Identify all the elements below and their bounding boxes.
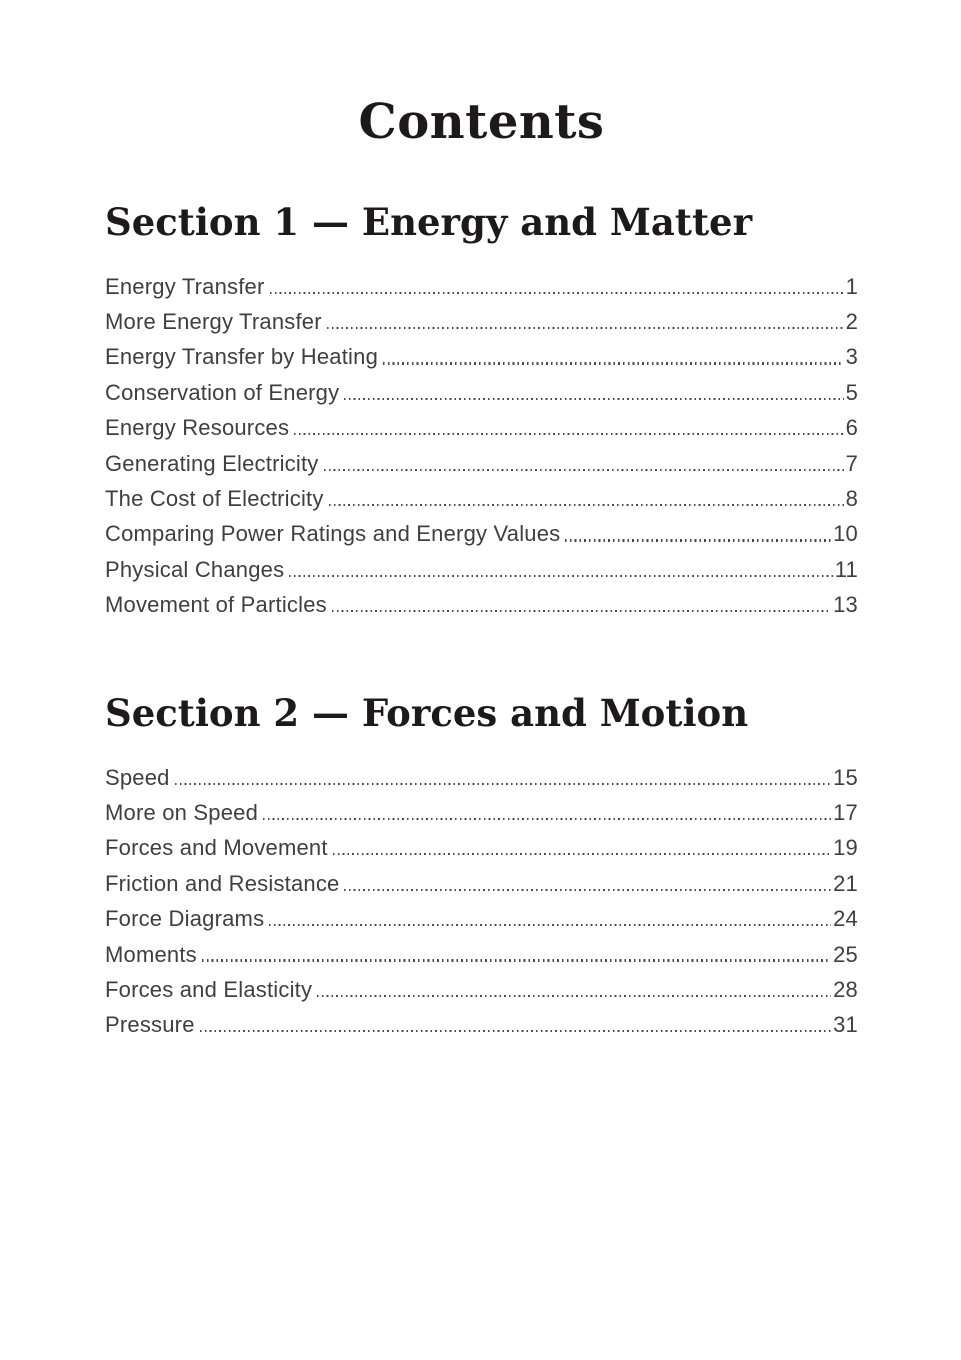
toc-entry	[105, 972, 858, 1007]
toc-entry-page: 1	[845, 273, 858, 299]
toc-entry-label: Moments	[105, 941, 197, 967]
section-2-heading: Section 2 — Forces and Motion	[105, 690, 749, 735]
toc-entry-page: 25	[833, 941, 858, 967]
dot-leader	[327, 327, 844, 329]
toc-entry-page: 3	[845, 344, 858, 370]
toc-entry-page: 31	[833, 1012, 858, 1038]
dot-leader	[202, 959, 831, 961]
toc-entry	[105, 411, 858, 446]
toc-entry-label: Speed	[105, 764, 170, 790]
toc-entry-page: 10	[833, 521, 858, 547]
toc-entry-label: Generating Electricity	[105, 450, 319, 476]
toc-entry	[105, 901, 858, 936]
dot-leader	[324, 469, 844, 471]
toc-entry-page: 19	[833, 835, 858, 861]
toc-entry-label: Comparing Power Ratings and Energy Values	[105, 521, 561, 547]
toc-entry-page: 13	[833, 592, 858, 618]
toc-entry-label: Conservation of Energy	[105, 379, 340, 405]
toc-entry-label: More Energy Transfer	[105, 309, 322, 335]
toc-entry	[105, 375, 858, 410]
section-forces-and-motion	[105, 691, 858, 1043]
section-2-toc-list	[105, 760, 858, 1043]
toc-entry	[105, 937, 858, 972]
toc-entry-label: Pressure	[105, 1012, 195, 1038]
dot-leader	[294, 433, 843, 435]
dot-leader	[269, 924, 831, 926]
toc-entry-label: Physical Changes	[105, 556, 285, 582]
dot-leader	[263, 818, 831, 820]
toc-entry-page: 21	[833, 870, 858, 896]
toc-entry-label: Energy Transfer by Heating	[105, 344, 379, 370]
toc-entry	[105, 866, 858, 901]
toc-entry-label: Forces and Elasticity	[105, 976, 313, 1002]
toc-entry-page: 28	[833, 976, 858, 1002]
toc-entry-page: 7	[845, 450, 858, 476]
toc-entry-label: Movement of Particles	[105, 592, 327, 618]
toc-entry-label: Force Diagrams	[105, 906, 265, 932]
dot-leader	[200, 1030, 831, 1032]
toc-entry	[105, 340, 858, 375]
toc-entry	[105, 481, 858, 516]
toc-entry-page: 8	[845, 486, 858, 512]
toc-entry-label: Forces and Movement	[105, 835, 328, 861]
section-energy-and-matter	[105, 200, 858, 623]
toc-entry-page: 17	[833, 799, 858, 825]
dot-leader	[289, 575, 832, 577]
toc-entry	[105, 795, 858, 830]
toc-entry	[105, 552, 858, 587]
toc-entry	[105, 269, 858, 304]
dot-leader	[333, 853, 831, 855]
toc-entry-page: 5	[845, 379, 858, 405]
section-1-heading: Section 1 — Energy and Matter	[105, 200, 753, 244]
toc-entry-page: 24	[833, 906, 858, 932]
toc-entry-page: 11	[834, 556, 858, 582]
dot-leader	[344, 398, 843, 400]
dot-leader	[270, 292, 844, 294]
toc-entry	[105, 446, 858, 481]
dot-leader	[317, 995, 831, 997]
toc-entry	[105, 760, 858, 795]
toc-entry-label: The Cost of Electricity	[105, 486, 324, 512]
dot-leader	[383, 362, 844, 364]
toc-entry	[105, 831, 858, 866]
toc-entry-page: 2	[845, 309, 858, 335]
toc-entry-page: 6	[845, 415, 858, 441]
toc-entry	[105, 588, 858, 623]
page-title: Contents	[358, 94, 605, 150]
toc-entry-page: 15	[833, 764, 858, 790]
dot-leader	[344, 889, 831, 891]
section-1-toc-list	[105, 269, 858, 623]
dot-leader	[565, 539, 831, 541]
toc-entry-label: Energy Transfer	[105, 273, 265, 299]
toc-entry	[105, 1008, 858, 1043]
dot-leader	[175, 783, 832, 785]
toc-entry-label: More on Speed	[105, 799, 259, 825]
toc-entry-label: Friction and Resistance	[105, 870, 340, 896]
toc-entry	[105, 517, 858, 552]
dot-leader	[332, 610, 831, 612]
dot-leader	[329, 504, 844, 506]
toc-entry-label: Energy Resources	[105, 415, 290, 441]
toc-entry	[105, 304, 858, 339]
